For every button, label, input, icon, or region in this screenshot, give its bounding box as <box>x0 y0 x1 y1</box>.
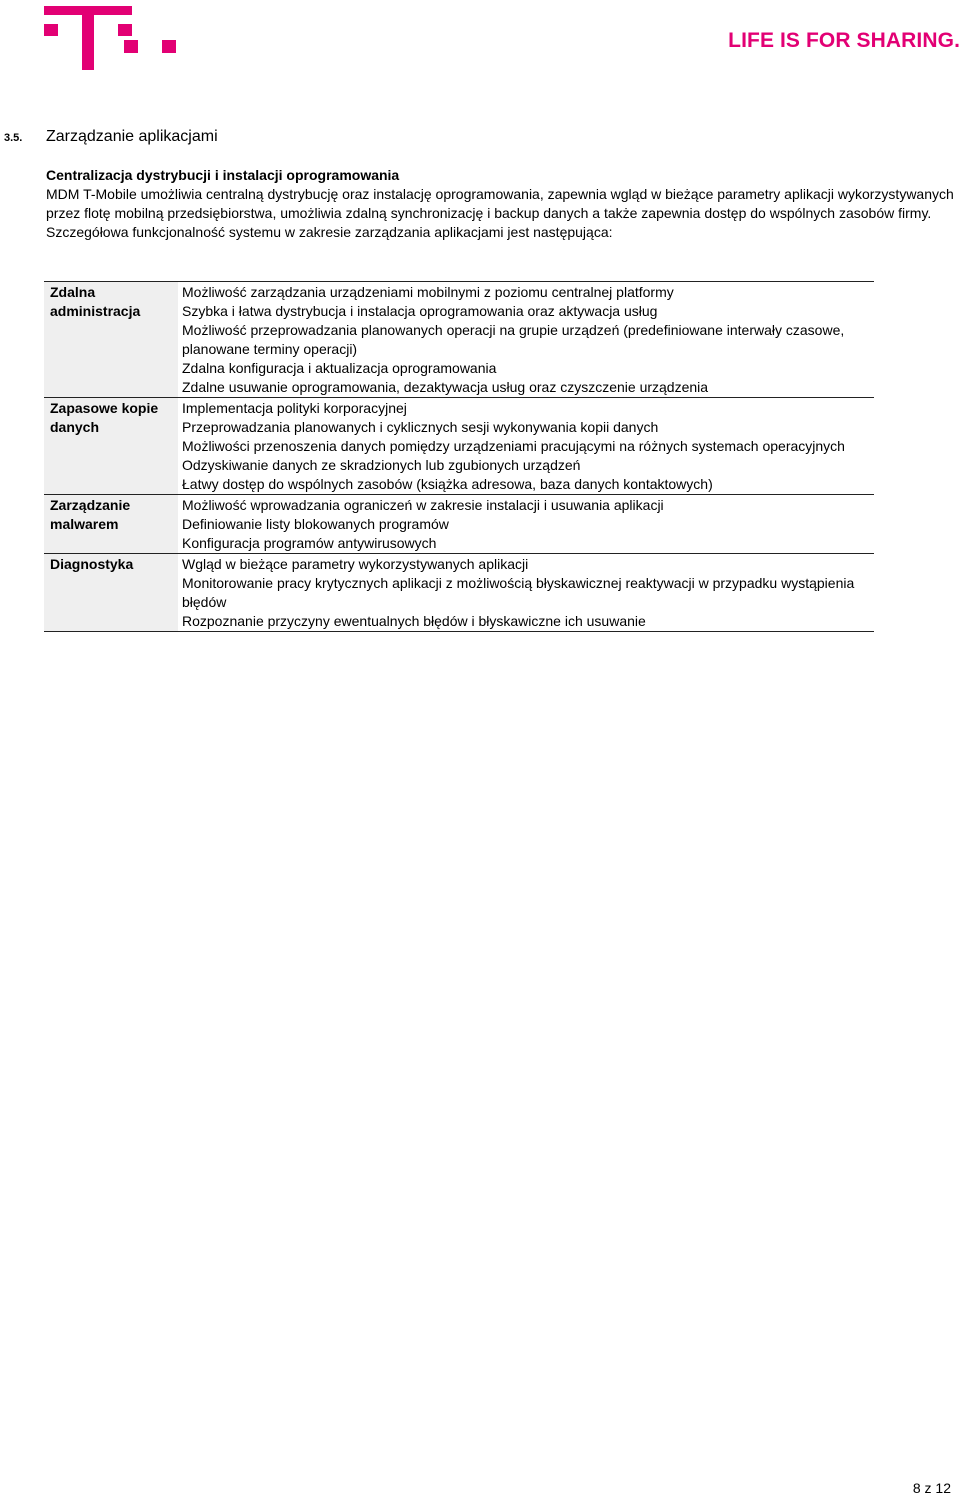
feature-item: Konfiguracja programów antywirusowych <box>182 535 437 551</box>
telekom-logo-icon <box>44 6 176 70</box>
page-number: 8 z 12 <box>912 1480 951 1496</box>
features-cell <box>178 495 874 554</box>
section-number: 3.5. <box>4 132 23 144</box>
feature-item: Zdalna konfiguracja i aktualizacja oprogramowania <box>182 360 497 376</box>
intro-block <box>46 166 956 242</box>
feature-item: Odzyskiwanie danych ze skradzionych lub zgubionych urządzeń <box>182 457 581 473</box>
features-cell <box>178 398 874 495</box>
feature-item: Monitorowanie pracy krytycznych aplikacji z możliwością błyskawicznej reaktywacji w przypadku wystąpienia błędów <box>182 575 855 610</box>
table-row <box>44 554 874 632</box>
feature-item: Możliwość przeprowadzania planowanych operacji na grupie urządzeń (predefiniowane interwały czasowe, planowane terminy operacji) <box>182 322 845 357</box>
feature-item: Szybka i łatwa dystrybucja i instalacja oprogramowania oraz aktywacja usług <box>182 303 658 319</box>
category-cell: Zapasowe kopie danych <box>44 398 178 495</box>
feature-item: Implementacja polityki korporacyjnej <box>182 400 407 416</box>
feature-item: Możliwość wprowadzania ograniczeń w zakresie instalacji i usuwania aplikacji <box>182 497 664 513</box>
table-row <box>44 398 874 495</box>
section-title: Zarządzanie aplikacjami <box>46 128 218 145</box>
feature-item: Możliwość zarządzania urządzeniami mobilnymi z poziomu centralnej platformy <box>182 284 674 300</box>
feature-item: Przeprowadzania planowanych i cyklicznych sesji wykonywania kopii danych <box>182 419 659 435</box>
intro-subheading: Centralizacja dystrybucji i instalacji oprogramowania <box>46 167 400 183</box>
feature-item: Łatwy dostęp do wspólnych zasobów (książka adresowa, baza danych kontaktowych) <box>182 476 713 492</box>
functionality-table <box>44 281 874 632</box>
feature-item: Definiowanie listy blokowanych programów <box>182 516 449 532</box>
brand-slogan: LIFE IS FOR SHARING. <box>728 29 960 52</box>
table-row <box>44 282 874 398</box>
section-heading <box>4 128 218 146</box>
table-row <box>44 495 874 554</box>
intro-paragraph: MDM T-Mobile umożliwia centralną dystrybucję oraz instalację oprogramowania, zapewnia wgląd w bieżące parametry aplikacji wykorzystywanych przez flotę mobilną przedsiębiorstwa, umożliwia zdalną synchronizację i backup danych a także zapewnia dostęp do wspólnych zasobów firmy. <box>46 186 954 221</box>
feature-item: Rozpoznanie przyczyny ewentualnych błędów i błyskawiczne ich usuwanie <box>182 613 646 629</box>
category-cell: Zdalna administracja <box>44 282 178 398</box>
category-cell: Diagnostyka <box>44 554 178 632</box>
features-cell <box>178 282 874 398</box>
feature-item: Wgląd w bieżące parametry wykorzystywanych aplikacji <box>182 556 529 572</box>
feature-item: Możliwości przenoszenia danych pomiędzy urządzeniami pracującymi na różnych systemach operacyjnych <box>182 438 845 454</box>
intro-lead: Szczegółowa funkcjonalność systemu w zakresie zarządzania aplikacjami jest następująca: <box>46 224 613 240</box>
feature-item: Zdalne usuwanie oprogramowania, dezaktywacja usług oraz czyszczenie urządzenia <box>182 379 709 395</box>
category-cell: Zarządzanie malwarem <box>44 495 178 554</box>
features-cell <box>178 554 874 632</box>
